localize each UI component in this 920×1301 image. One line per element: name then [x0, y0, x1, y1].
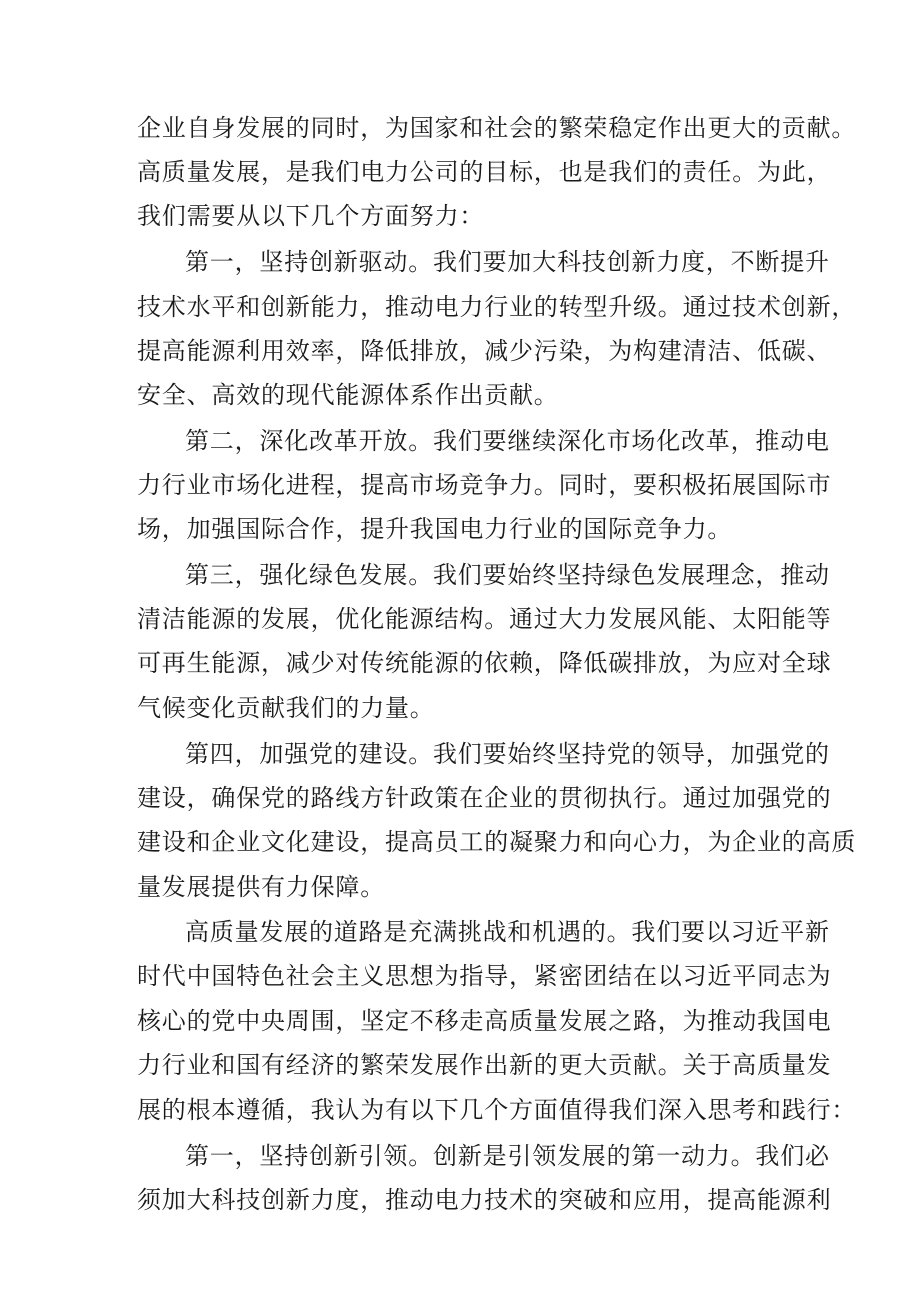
- text-line: 第四，加强党的建设。我们要始终坚持党的领导，加强党的: [185, 740, 830, 768]
- text-line: 建设和企业文化建设，提高员工的凝聚力和向心力，为企业的高质: [137, 828, 857, 856]
- text-line: 提高能源利用效率，降低排放，减少污染，为构建清洁、低碳、: [137, 337, 832, 365]
- text-line: 建设，确保党的路线方针政策在企业的贯彻执行。通过加强党的: [137, 784, 832, 812]
- text-line: 安全、高效的现代能源体系作出贡献。: [137, 381, 559, 409]
- text-line: 核心的党中央周围，坚定不移走高质量发展之路，为推动我国电: [137, 1007, 832, 1035]
- text-line: 第一，坚持创新引领。创新是引领发展的第一动力。我们必: [185, 1142, 830, 1170]
- text-line: 技术水平和创新能力，推动电力行业的转型升级。通过技术创新，: [137, 293, 857, 321]
- text-line: 高质量发展的道路是充满挑战和机遇的。我们要以习近平新: [185, 918, 830, 946]
- text-line: 场，加强国际合作，提升我国电力行业的国际竞争力。: [137, 515, 733, 543]
- text-line: 力行业市场化进程，提高市场竞争力。同时，要积极拓展国际市: [137, 471, 832, 499]
- text-line: 力行业和国有经济的繁荣发展作出新的更大贡献。关于高质量发: [137, 1051, 832, 1079]
- text-line: 展的根本遵循，我认为有以下几个方面值得我们深入思考和践行：: [137, 1096, 857, 1124]
- text-line: 清洁能源的发展，优化能源结构。通过大力发展风能、太阳能等: [137, 605, 832, 633]
- text-line: 我们需要从以下几个方面努力：: [137, 202, 485, 230]
- text-line: 第二，深化改革开放。我们要继续深化市场化改革，推动电: [185, 427, 830, 455]
- text-line: 气候变化贡献我们的力量。: [137, 694, 435, 722]
- text-line: 须加大科技创新力度，推动电力技术的突破和应用，提高能源利: [137, 1186, 832, 1214]
- text-line: 可再生能源，减少对传统能源的依赖，降低碳排放，为应对全球: [137, 649, 832, 677]
- text-line: 量发展提供有力保障。: [137, 873, 385, 901]
- text-line: 第三，强化绿色发展。我们要始终坚持绿色发展理念，推动: [185, 561, 830, 589]
- text-line: 企业自身发展的同时，为国家和社会的繁荣稳定作出更大的贡献。: [137, 114, 857, 142]
- text-line: 第一，坚持创新驱动。我们要加大科技创新力度，不断提升: [185, 248, 830, 276]
- text-line: 时代中国特色社会主义思想为指导，紧密团结在以习近平同志为: [137, 962, 832, 990]
- text-line: 高质量发展，是我们电力公司的目标，也是我们的责任。为此，: [137, 158, 832, 186]
